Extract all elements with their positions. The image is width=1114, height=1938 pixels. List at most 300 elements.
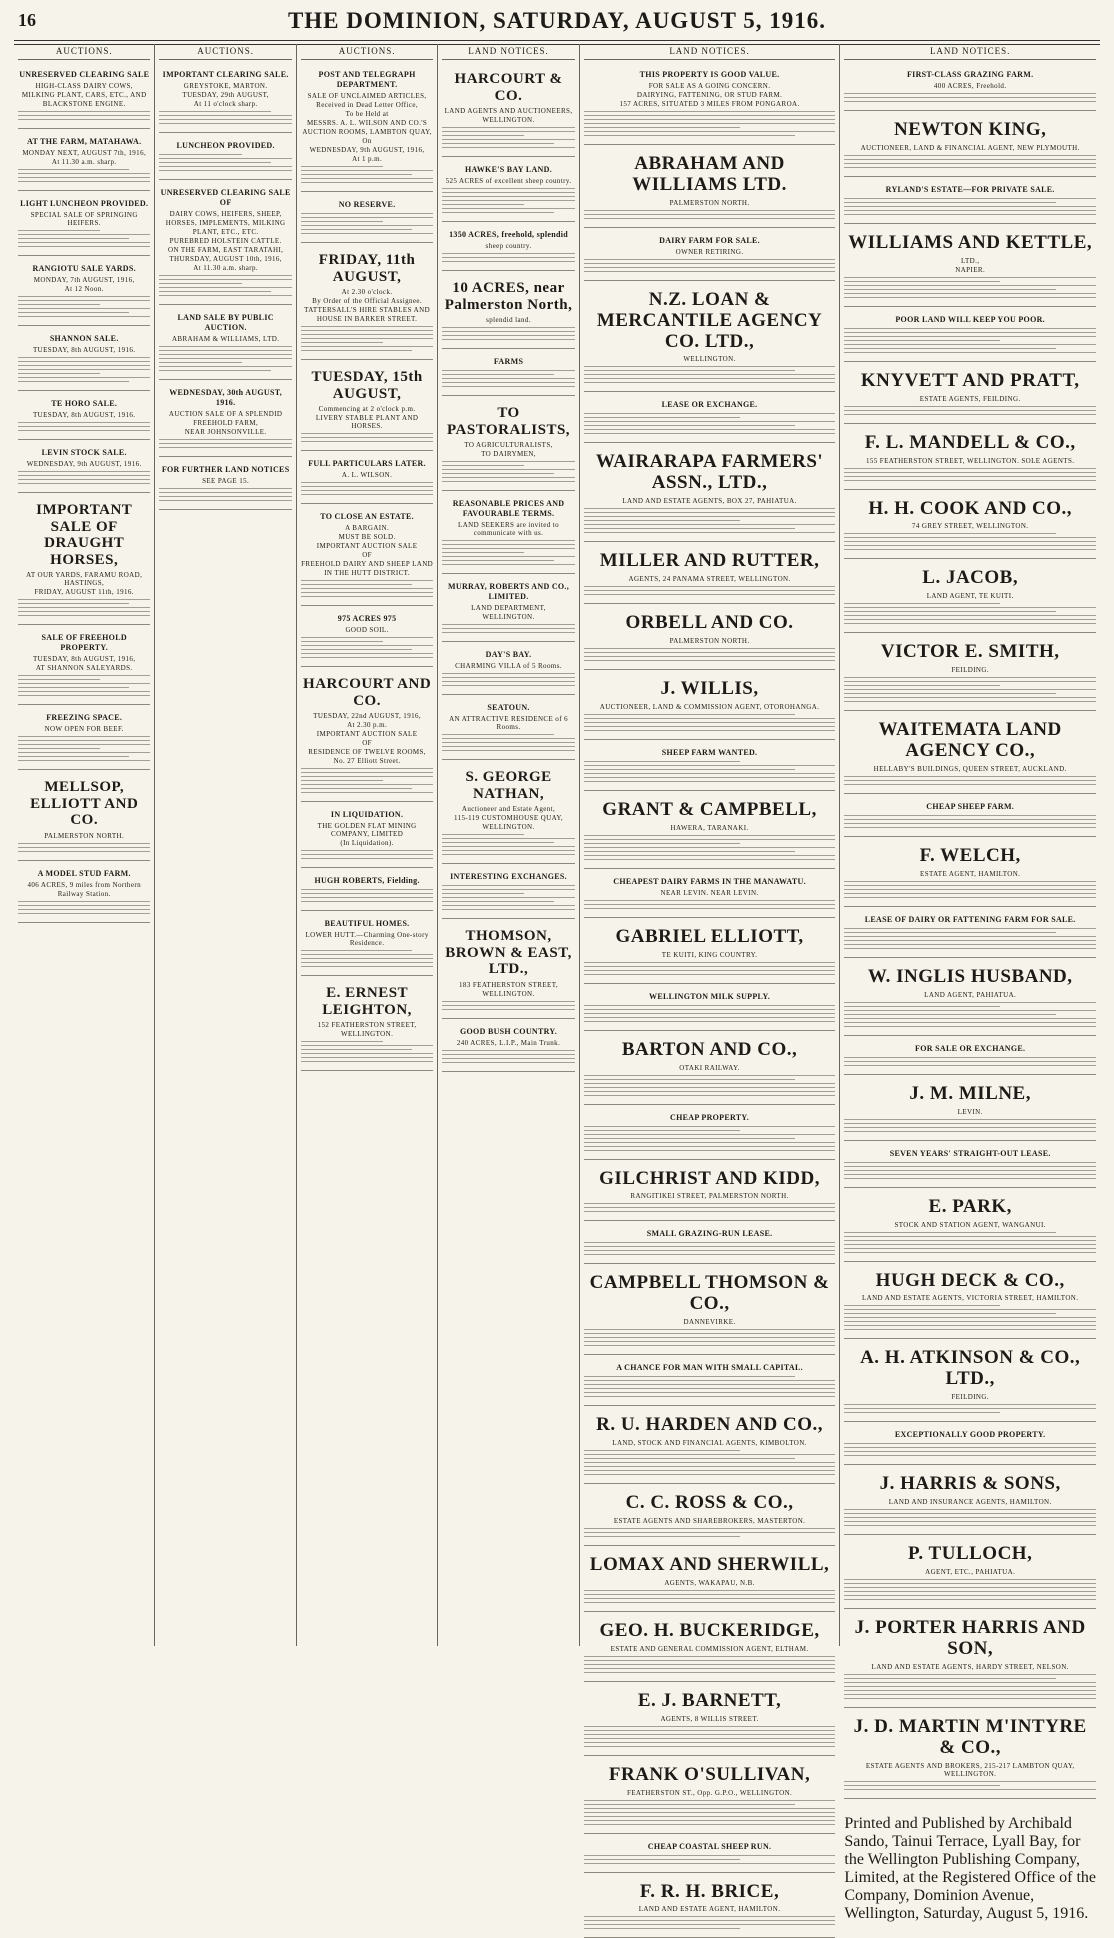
ad-line: On	[362, 137, 372, 145]
ad-title: SEATOUN.	[487, 703, 530, 712]
body-text	[18, 675, 150, 696]
page-column	[14, 44, 155, 1646]
ad-title-row	[584, 1765, 836, 1786]
ad-line: FRIDAY, AUGUST 11th, 1916.	[34, 588, 134, 596]
advertisement	[844, 227, 1096, 307]
advertisement	[584, 446, 836, 542]
body-text	[584, 1075, 836, 1096]
ad-title: VICTOR E. SMITH,	[880, 641, 1060, 663]
ad-title: FOR SALE OR EXCHANGE.	[915, 1043, 1026, 1053]
advertisement	[584, 1685, 836, 1756]
ad-title: TUESDAY, 15th AUGUST,	[311, 369, 423, 402]
ad-title: 10 ACRES, near Palmerston North,	[444, 280, 573, 313]
advertisement	[844, 1468, 1096, 1535]
advertisement	[301, 871, 433, 911]
body-text	[584, 1800, 836, 1825]
ad-line: 525 ACRES of excellent sheep country.	[445, 177, 572, 185]
body-text	[844, 1404, 1096, 1413]
ad-line: LTD.,	[960, 256, 980, 265]
column-heading: LAND NOTICES.	[442, 44, 574, 60]
ad-line: FREEHOLD DAIRY AND SHEEP LAND	[301, 560, 434, 568]
page-column	[580, 44, 841, 1914]
ad-line: LAND AND ESTATE AGENTS, VICTORIA STREET, HAMILTON.	[861, 1294, 1079, 1303]
ad-title: DAY'S BAY.	[485, 650, 532, 659]
body-text	[442, 834, 574, 855]
ad-line: At 2.30 o'clock.	[341, 288, 393, 296]
body-text	[844, 1579, 1096, 1600]
ad-line: NEAR LEVIN. NEAR LEVIN.	[660, 888, 759, 897]
page-title: THE DOMINION, SATURDAY, AUGUST 5, 1916.	[287, 8, 827, 33]
advertisement	[584, 1034, 836, 1105]
body-text	[584, 1242, 836, 1255]
advertisement	[584, 1549, 836, 1612]
body-text	[301, 768, 433, 793]
body-text	[301, 482, 433, 495]
imprint: Printed and Published by Archibald Sando, Tainui Terrace, Lyall Bay, for the Wellington Publishing Company, Limited, at the Registered Office of the Company, Dominion Avenue, Wellington, Saturday, August 5, 1916.	[844, 1814, 1096, 1922]
body-text	[844, 881, 1096, 898]
ad-title: IN LIQUIDATION.	[330, 810, 404, 819]
ad-title-row	[584, 1273, 836, 1315]
advertisement	[18, 496, 150, 625]
advertisement	[159, 136, 291, 180]
ad-line: AUCTION SALE OF A SPLENDID	[168, 410, 283, 418]
column-container	[14, 44, 1100, 1922]
advertisement	[584, 794, 836, 869]
body-text	[301, 850, 433, 859]
ad-line: TUESDAY, 29th AUGUST,	[182, 91, 269, 99]
body-text	[584, 648, 836, 661]
ad-title: SALE OF FREEHOLD PROPERTY.	[41, 633, 127, 652]
advertisement	[844, 1711, 1096, 1799]
ad-title-row	[844, 1197, 1096, 1218]
advertisement	[844, 636, 1096, 711]
ad-line: WELLINGTON.	[683, 355, 736, 364]
advertisement	[584, 1409, 836, 1484]
advertisement	[844, 1191, 1096, 1262]
ad-title-row	[584, 1555, 836, 1576]
advertisement	[584, 673, 836, 740]
ad-title: S. GEORGE NATHAN,	[465, 769, 552, 802]
advertisement	[301, 609, 433, 667]
advertisement	[844, 961, 1096, 1036]
ad-title-row	[584, 613, 836, 634]
advertisement	[584, 148, 836, 228]
ad-title-row	[584, 1493, 836, 1514]
body-text	[584, 111, 836, 136]
ad-line: At 11.30 a.m. sharp.	[193, 264, 259, 272]
ad-line: TUESDAY, 8th AUGUST, 1916.	[32, 411, 136, 419]
advertisement	[844, 310, 1096, 362]
body-text	[584, 1376, 836, 1397]
body-text	[844, 277, 1096, 298]
body-text	[584, 835, 836, 860]
ad-line: HIGH-CLASS DAIRY COWS,	[35, 82, 133, 90]
advertisement	[301, 65, 433, 192]
body-text	[584, 413, 836, 434]
ad-line: PALMERSTON NORTH.	[669, 198, 750, 207]
ad-title: LAND SALE BY PUBLIC AUCTION.	[177, 313, 274, 332]
ad-line: LAND AND ESTATE AGENTS, BOX 27, PAHIATUA.	[622, 497, 797, 506]
advertisement	[159, 308, 291, 380]
ad-line: TO DAIRYMEN,	[481, 450, 536, 458]
body-text	[584, 1656, 836, 1673]
advertisement	[442, 399, 574, 491]
ad-title: THOMSON, BROWN & EAST, LTD.,	[445, 928, 572, 977]
body-text	[159, 488, 291, 501]
advertisement	[584, 872, 836, 918]
body-text	[159, 346, 291, 371]
ad-line: Commencing at 2 o'clock p.m.	[318, 405, 416, 413]
ad-line: LAND DEPARTMENT,	[471, 604, 546, 612]
ad-title: FOR FURTHER LAND NOTICES	[161, 465, 290, 474]
ad-title: DAIRY FARM FOR SALE.	[659, 235, 760, 245]
ad-title: CHEAPEST DAIRY FARMS IN THE MANAWATU.	[613, 876, 806, 886]
advertisement	[584, 987, 836, 1031]
ad-line: CHARMING VILLA of 5 Rooms.	[455, 662, 562, 670]
advertisement	[584, 1876, 836, 1938]
body-text	[844, 1305, 1096, 1330]
ad-title: LUNCHEON PROVIDED.	[176, 141, 275, 150]
ad-line: IMPORTANT AUCTION SALE	[316, 542, 418, 550]
ad-line: 74 GREY STREET, WELLINGTON.	[911, 522, 1029, 531]
body-text	[584, 586, 836, 595]
ad-title-row	[844, 433, 1096, 454]
body-text	[584, 1329, 836, 1346]
ad-title: A CHANCE FOR MAN WITH SMALL CAPITAL.	[616, 1363, 803, 1373]
body-text	[584, 1005, 836, 1022]
ad-title-row	[584, 154, 836, 196]
ad-title: WAIRARAPA FARMERS' ASSN., LTD.,	[595, 451, 824, 494]
advertisement	[442, 352, 574, 396]
ad-line: ESTATE AND GENERAL COMMISSION AGENT, ELTHAM.	[610, 1644, 809, 1653]
ad-title-row	[844, 1474, 1096, 1495]
ad-line: AGENTS, 24 PANAMA STREET, WELLINGTON.	[628, 575, 791, 584]
body-text	[584, 1203, 836, 1212]
body-text	[159, 154, 291, 171]
body-text	[18, 230, 150, 247]
body-text	[844, 93, 1096, 102]
ad-line: NEAR JOHNSONVILLE.	[184, 428, 267, 436]
advertisement	[584, 1224, 836, 1264]
ad-line: TUESDAY, 8th AUGUST, 1916.	[32, 346, 136, 354]
ad-title-row	[584, 1040, 836, 1061]
ad-title: SEVEN YEARS' STRAIGHT-OUT LEASE.	[889, 1148, 1051, 1158]
ad-line: By Order of the Official Assignee.	[312, 297, 423, 305]
ad-title-row	[844, 1348, 1096, 1390]
ad-title: BARTON AND CO.,	[621, 1038, 798, 1060]
ad-title: FRANK O'SULLIVAN,	[608, 1763, 811, 1785]
advertisement	[159, 183, 291, 305]
body-text	[584, 714, 836, 731]
ad-title-row	[584, 927, 836, 948]
ad-title-row	[584, 551, 836, 572]
advertisement	[301, 914, 433, 976]
ad-title: KNYVETT AND PRATT,	[860, 369, 1080, 391]
ad-title-row	[844, 568, 1096, 589]
ad-title: GRANT & CAMPBELL,	[602, 798, 817, 820]
advertisement	[584, 921, 836, 984]
advertisement	[844, 1144, 1096, 1188]
ad-title: J. PORTER HARRIS AND SON,	[854, 1617, 1086, 1659]
column-heading: AUCTIONS.	[159, 44, 291, 60]
ad-title-row	[442, 928, 574, 978]
ad-title: RYLAND'S ESTATE—FOR PRIVATE SALE.	[885, 184, 1055, 194]
ad-line: 400 ACRES, Freehold.	[933, 82, 1007, 90]
ad-title: H. H. COOK AND CO.,	[868, 497, 1073, 519]
ad-line: At 11.30 a.m. sharp.	[51, 158, 117, 166]
advertisement	[584, 1837, 836, 1873]
ad-title: EXCEPTIONALLY GOOD PROPERTY.	[894, 1430, 1046, 1440]
ad-line: FEILDING.	[951, 1393, 989, 1402]
ad-title: WAITEMATA LAND AGENCY CO.,	[878, 719, 1062, 762]
ad-line: AUCTION ROOMS, LAMBTON QUAY,	[302, 128, 432, 136]
ad-title: HAWKE'S BAY LAND.	[465, 165, 553, 174]
ad-line: HOUSE IN BARKER STREET.	[316, 315, 418, 323]
advertisement	[301, 979, 433, 1071]
ad-title-row	[844, 1084, 1096, 1105]
ad-title: CAMPBELL THOMSON & CO.,	[589, 1272, 830, 1315]
body-text	[301, 950, 433, 967]
advertisement	[159, 460, 291, 510]
ad-line: LAND AND ESTATE AGENT, HAMILTON.	[638, 1905, 781, 1914]
ad-title: HARCOURT AND CO.	[303, 676, 432, 709]
body-text	[442, 885, 574, 910]
ad-title-row	[844, 499, 1096, 520]
advertisement	[18, 194, 150, 256]
body-text	[301, 889, 433, 902]
ad-title: MELLSOP, ELLIOTT AND CO.	[30, 779, 139, 828]
ad-line: At 1 p.m.	[352, 155, 383, 163]
body-text	[442, 734, 574, 751]
ad-line: 152 FEATHERSTON STREET,	[317, 1021, 417, 1029]
body-text	[442, 1050, 574, 1063]
ad-title: FRIDAY, 11th AUGUST,	[318, 252, 416, 285]
ad-line: A BARGAIN.	[345, 524, 390, 532]
ad-title-row	[844, 1717, 1096, 1759]
page-column	[297, 44, 438, 1646]
ad-line: AT SHANNON SALEYARDS.	[35, 664, 133, 672]
ad-line: NAPIER.	[955, 265, 986, 274]
ad-line: WELLINGTON.	[482, 116, 535, 124]
ad-line: FOR SALE AS A GOING CONCERN.	[648, 82, 771, 90]
body-text	[844, 1781, 1096, 1790]
ad-line: SPECIAL SALE OF SPRINGING HEIFERS.	[30, 211, 138, 227]
body-text	[584, 900, 836, 909]
ad-line: FEATHERSTON ST., Opp. G.P.O., WELLINGTON.	[626, 1788, 793, 1797]
advertisement	[844, 797, 1096, 837]
ad-title: E. ERNEST LEIGHTON,	[322, 985, 412, 1018]
ad-title: GILCHRIST AND KIDD,	[599, 1167, 820, 1189]
ad-title: A. H. ATKINSON & CO., LTD.,	[860, 1347, 1081, 1390]
ad-title-row	[301, 252, 433, 285]
ad-line: PLANT, ETC., ETC.	[192, 228, 259, 236]
advertisement	[18, 132, 150, 191]
page-column	[155, 44, 296, 1646]
ad-line: HELLABY'S BUILDINGS, QUEEN STREET, AUCKLAND.	[873, 765, 1067, 774]
advertisement	[18, 708, 150, 770]
ad-line: TE KUITI, KING COUNTRY.	[661, 950, 758, 959]
ad-title: POOR LAND WILL KEEP YOU POOR.	[895, 314, 1045, 324]
body-text	[584, 1126, 836, 1151]
body-text	[844, 533, 1096, 550]
ad-title: HUGH ROBERTS, Fielding.	[314, 876, 420, 885]
ad-title: LIGHT LUNCHEON PROVIDED.	[20, 199, 149, 208]
body-text	[844, 603, 1096, 624]
ad-line: Received in Dead Letter Office,	[316, 101, 419, 109]
advertisement	[442, 494, 574, 574]
advertisement	[584, 1108, 836, 1160]
ad-title-row	[442, 405, 574, 438]
advertisement	[584, 743, 836, 791]
body-text	[301, 213, 433, 234]
body-text	[18, 471, 150, 484]
advertisement	[584, 1759, 836, 1834]
ad-title: F. WELCH,	[919, 845, 1021, 867]
ad-title-row	[844, 120, 1096, 141]
ad-title: TO CLOSE AN ESTATE.	[320, 512, 414, 521]
body-text	[844, 1509, 1096, 1526]
advertisement	[18, 65, 150, 129]
ad-title: FREEZING SPACE.	[46, 713, 123, 722]
ad-title: MILLER AND RUTTER,	[599, 550, 820, 572]
ad-line: THE GOLDEN FLAT MINING COMPANY, LIMITED	[317, 822, 417, 838]
ad-title-row	[844, 846, 1096, 867]
advertisement	[18, 394, 150, 440]
ad-line: OWNER RETIRING.	[675, 247, 744, 256]
ad-title-row	[584, 1691, 836, 1712]
ad-line: (In Liquidation).	[340, 839, 394, 847]
advertisement	[159, 65, 291, 133]
ad-title: LOMAX AND SHERWILL,	[589, 1554, 830, 1576]
ad-line: ESTATE AGENT, HAMILTON.	[920, 869, 1021, 878]
body-text	[844, 198, 1096, 215]
advertisement	[844, 1342, 1096, 1422]
advertisement	[844, 1612, 1096, 1708]
ad-line: FREEHOLD FARM,	[193, 419, 259, 427]
ad-line: 115-119 CUSTOMHOUSE QUAY,	[453, 814, 564, 822]
ad-line: sheep country.	[485, 242, 532, 250]
ad-line: 155 FEATHERSTON STREET, WELLINGTON. SOLE AGENTS.	[865, 456, 1075, 465]
ad-title-row	[301, 985, 433, 1018]
ad-line: OF	[362, 551, 372, 559]
ad-line: 183 FEATHERSTON STREET,	[459, 980, 559, 989]
ad-line: At 2.30 p.m.	[347, 721, 388, 729]
advertisement	[844, 840, 1096, 907]
advertisement	[442, 1022, 574, 1072]
ad-line: WEDNESDAY, 9th AUGUST, 1916,	[309, 146, 425, 154]
advertisement	[844, 1265, 1096, 1340]
advertisement	[442, 225, 574, 271]
advertisement	[844, 714, 1096, 794]
column-heading: LAND NOTICES.	[584, 44, 836, 60]
body-text	[301, 1041, 433, 1062]
ad-title: HUGH DECK & CO.,	[875, 1269, 1065, 1291]
ad-title: RANGIOTU SALE YARDS.	[32, 264, 136, 273]
body-text	[442, 673, 574, 686]
ad-line: DAIRYING, FATTENING, OR STUD FARM.	[636, 91, 783, 99]
body-text	[301, 637, 433, 658]
body-text	[844, 468, 1096, 481]
advertisement	[844, 65, 1096, 111]
ad-line: WELLINGTON.	[482, 989, 535, 998]
ad-line: LIVERY STABLE PLANT AND HORSES.	[315, 414, 419, 430]
ad-title: CHEAP SHEEP FARM.	[926, 802, 1015, 812]
body-text	[844, 328, 1096, 353]
advertisement	[844, 910, 1096, 958]
body-text	[159, 111, 291, 124]
page-column	[438, 44, 579, 1646]
ad-title-row	[844, 1544, 1096, 1565]
ad-title: 975 ACRES 975	[337, 614, 397, 623]
ad-line: IN THE HUTT DISTRICT.	[324, 569, 410, 577]
ad-line: OF	[362, 739, 372, 747]
body-text	[584, 1855, 836, 1864]
ad-title: LEASE OR EXCHANGE.	[661, 400, 758, 410]
ad-title-row	[584, 800, 836, 821]
ad-title: 1350 ACRES, freehold, splendid	[449, 230, 568, 239]
ad-line: ON THE FARM, EAST TARATAHI,	[167, 246, 284, 254]
advertisement	[18, 628, 150, 705]
ad-title-row	[844, 642, 1096, 663]
ad-line: WELLINGTON.	[482, 823, 535, 831]
ad-line: To be Held at	[345, 110, 389, 118]
advertisement	[584, 65, 836, 145]
body-text	[18, 422, 150, 431]
ad-line: PALMERSTON NORTH.	[669, 637, 750, 646]
ad-line: TATTERSALL'S HIRE STABLES AND	[304, 306, 431, 314]
ad-line: SALE OF UNCLAIMED ARTICLES,	[307, 92, 427, 100]
body-text	[18, 357, 150, 382]
ad-title: FIRST-CLASS GRAZING FARM.	[906, 70, 1034, 79]
advertisement	[844, 562, 1096, 633]
ad-title-row	[844, 967, 1096, 988]
ad-line: SEE PAGE 15.	[202, 477, 250, 485]
body-text	[301, 580, 433, 597]
advertisement	[301, 507, 433, 606]
ad-line: GOOD SOIL.	[345, 626, 389, 634]
ad-title: FARMS	[493, 357, 524, 366]
ad-line: MILKING PLANT, CARS, ETC., AND	[21, 91, 147, 99]
ad-line: LAND AND ESTATE AGENTS, HARDY STREET, NELSON.	[871, 1662, 1069, 1671]
body-text	[844, 1674, 1096, 1699]
ad-title: UNRESERVED CLEARING SALE	[19, 70, 150, 79]
ad-title: WILLIAMS AND KETTLE,	[848, 231, 1093, 253]
page-number: 16	[18, 10, 36, 30]
body-text	[844, 776, 1096, 785]
ad-title-row	[584, 1169, 836, 1190]
body-text	[584, 1528, 836, 1537]
body-text	[301, 326, 433, 351]
body-text	[844, 928, 1096, 949]
body-text	[442, 370, 574, 387]
advertisement	[584, 1267, 836, 1355]
ad-title: J. HARRIS & SONS,	[879, 1473, 1061, 1495]
ad-line: TO AGRICULTURALISTS,	[464, 441, 553, 449]
ad-line: LEVIN.	[957, 1107, 983, 1116]
ad-line: MUST BE SOLD.	[338, 533, 396, 541]
ad-line: ESTATE AGENTS AND SHAREBROKERS, MASTERTON.	[613, 1517, 806, 1526]
ad-title: NO RESERVE.	[338, 200, 396, 209]
ad-line: TUESDAY, 22nd AUGUST, 1916,	[313, 712, 422, 720]
ad-title: J. WILLIS,	[660, 678, 759, 700]
ad-line: ESTATE AGENTS, FEILDING.	[919, 394, 1021, 403]
body-text	[18, 111, 150, 120]
ad-line: 157 ACRES, SITUATED 3 MILES FROM PONGAROA.	[619, 100, 800, 108]
ad-title: E. PARK,	[928, 1195, 1012, 1217]
advertisement	[844, 365, 1096, 424]
body-text	[18, 599, 150, 616]
advertisement	[844, 114, 1096, 177]
